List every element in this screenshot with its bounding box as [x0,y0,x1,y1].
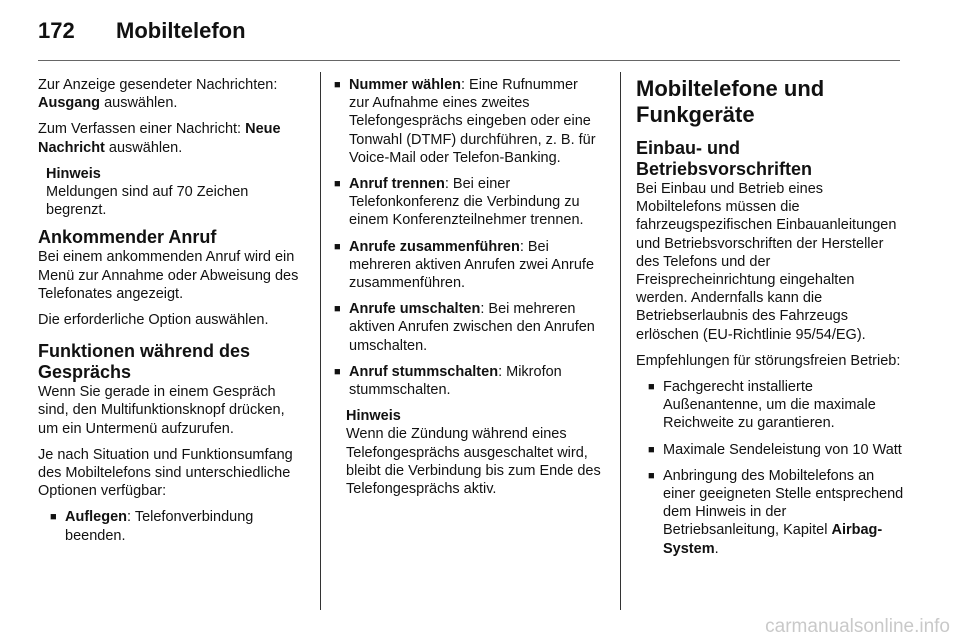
recommendations-list [644,378,904,558]
paragraph-installation: Bei Einbau und Betrieb eines Mobiltelefons müssen die fahrzeugspezifischen Einbauanleitungen und Betriebsvorschriften der Hersteller des Telefons und der Freisprecheinrichtung eingehalten werden. Andernfalls kann die Betriebserlaubnis des Fahrzeugs erlöschen (EU-Richtlinie 95/54/EG). [636,181,897,343]
paragraph-new-message [38,120,304,156]
paragraph-incoming-call: Bei einem ankommenden Anruf wird ein Menü zur Annahme oder Abweisung des Telefonates angezeigt. [38,249,299,302]
term: Anruf stummschalten [349,363,499,380]
text: . [714,540,719,557]
term: Anrufe umschalten [349,301,481,318]
column-2 [330,76,602,506]
note-text: Meldungen sind auf 70 Zeichen begrenzt. [46,184,249,219]
paragraph-select-option: Die erforderliche Option auswählen. [38,312,269,329]
column-divider [620,72,621,610]
menu-term-ausgang: Ausgang [38,95,101,112]
paragraph-functions: Wenn Sie gerade in einem Gespräch sind, den Multifunktionsknopf drücken, um ein Untermenü aufzurufen. [38,384,285,437]
heading-mobile-phones: Mobiltelefone und Funkgeräte [636,76,825,127]
watermark: carmanualsonline.info [765,616,950,637]
text: auswählen. [104,95,178,112]
note-title: Hinweis [346,408,401,425]
text: : Bei mehreren aktiven Anrufen zwischen den Anrufen umschalten. [349,301,595,354]
call-options-list [330,76,602,399]
text: Zum Verfassen einer Nachricht: [38,121,242,138]
list-item [330,238,602,293]
heading-functions-during-call: Funktionen während des Gesprächs [38,341,251,383]
page-number: 172 [38,18,75,43]
column-divider [320,72,321,610]
list-item: ■ Maximale Sendeleistung von 10 Watt [644,441,904,459]
note-title: Hinweis [46,165,101,182]
term: Anruf trennen [349,176,445,193]
header-rule [38,60,900,61]
text: Anbringung des Mobiltelefons an einer geeigneten Stelle entsprechend dem Hinweis in der Betriebsanleitung, Kapitel [663,467,904,539]
list-item: ■ Fachgerecht installierte Außenantenne, um die maximale Reichweite zu garantieren. [644,378,904,433]
paragraph-situation: Je nach Situation und Funktionsumfang des Mobiltelefons sind unterschiedliche Optionen verfügbar: [38,446,293,500]
list-item [330,175,602,230]
text: : Bei mehreren aktiven Anrufen zwei Anrufe zusammenführen. [349,238,595,292]
term: Auflegen [65,509,128,526]
text: : Bei einer Telefonkonferenz die Verbindung zu einem Konferenzteilnehmer trennen. [349,176,584,229]
list-item [330,76,602,167]
term: Anrufe zusammenführen [349,238,520,255]
heading-installation-rules: Einbau- und Betriebsvorschriften [636,138,813,179]
note-box [46,165,304,220]
note-text: Wenn die Zündung während eines Telefongesprächs ausgeschaltet wird, bleibt die Verbindung bis zum Ende des Telefongesprächs aktiv. [346,426,601,498]
column-1 [38,76,304,553]
text: : Mikrofon stummschalten. [349,363,562,399]
list-item [330,300,602,355]
list-item [46,508,304,544]
menu-term-neue-nachricht: Neue Nachricht [38,121,281,156]
list-item [330,363,602,399]
option-list [46,508,304,544]
text: Zur Anzeige gesendeter Nachrichten: [38,77,278,93]
note-box [346,407,602,498]
column-3 [636,76,904,566]
paragraph-sent-messages [38,76,304,112]
page-title: Mobiltelefon [116,18,246,43]
term-airbag-system: Airbag-System [663,522,883,557]
term: Nummer wählen [349,77,461,93]
text: : Eine Rufnummer zur Aufnahme eines zweites Telefongesprächs eingeben oder eine Tonwahl (DTMF) durchführen, z. B. für Voice-Mail oder Telefon-Banking. [349,77,596,166]
heading-incoming-call: Ankommender Anruf [38,227,217,248]
text: auswählen. [108,139,183,156]
list-item [644,467,904,558]
text: : Telefonverbindung beenden. [65,509,254,544]
paragraph-recommendations: Empfehlungen für störungsfreien Betrieb: [636,352,901,369]
